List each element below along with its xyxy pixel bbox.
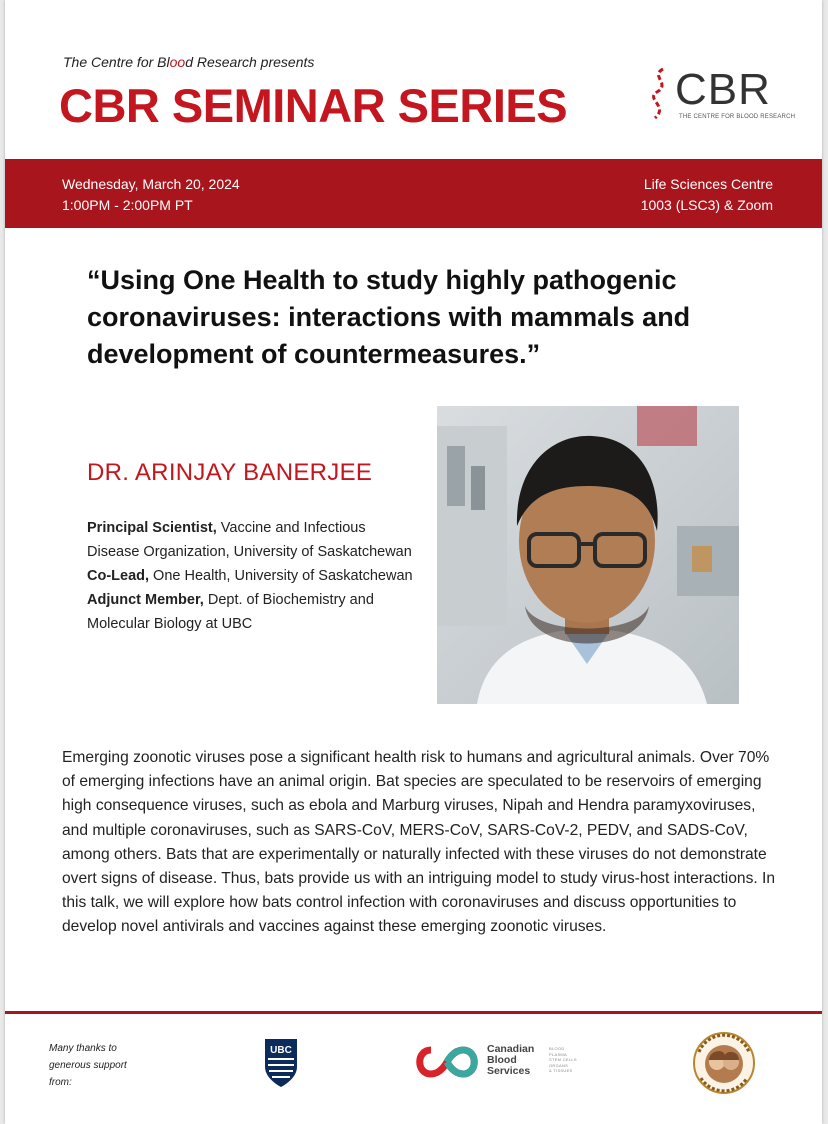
cbs-line-3: Services [487, 1065, 531, 1077]
ubc-logo [263, 1037, 299, 1089]
event-banner [5, 159, 822, 228]
cbs-product: & TISSUES [549, 1068, 573, 1073]
cbs-product: BLOOD [549, 1046, 565, 1051]
logo-wordmark: CBR [675, 65, 771, 114]
event-datetime [62, 174, 240, 216]
infinity-icon [411, 1042, 483, 1082]
speaker-photo [437, 406, 739, 704]
ubc-label: UBC [270, 1045, 292, 1056]
logo-subtitle: THE CENTRE FOR BLOOD RESEARCH [679, 114, 796, 120]
affiliation-item [87, 516, 417, 564]
talk-title: “Using One Health to study highly pathogenic coronaviruses: interactions with mammals and development of countermeasures.” [87, 265, 691, 369]
blood-ribbon-icon [645, 66, 675, 122]
presents-suffix: d Research presents [185, 54, 315, 70]
speaker-affiliations [87, 516, 417, 636]
cbs-product: ORGANS [549, 1062, 569, 1068]
venue-line-2: 1003 (LSC3) & Zoom [640, 197, 773, 213]
affiliation-detail: Dept. of Biochemistry and Molecular Biology at UBC [87, 592, 374, 632]
affiliation-role: Co-Lead, [87, 568, 150, 584]
cbs-product-list [549, 1046, 577, 1074]
event-venue [641, 174, 773, 216]
affiliation-item [87, 588, 417, 636]
affiliation-item [87, 564, 417, 588]
series-title: CBR SEMINAR SERIES [59, 79, 568, 132]
sponsor-thanks: Many thanks to generous support from: [49, 1043, 127, 1088]
affiliation-detail: Vaccine and Infectious Disease Organization, University of Saskatchewan [87, 520, 412, 560]
cbs-line-1: Canadian [487, 1043, 535, 1055]
poster-page [5, 0, 822, 1124]
naiman-vickars-endowment-logo [691, 1030, 757, 1096]
cbs-product: STEM CELLS [549, 1057, 577, 1062]
affiliation-detail: One Health, University of Saskatchewan [149, 568, 413, 584]
speaker-portrait-illustration [437, 406, 739, 704]
cbs-wordmark [487, 1044, 534, 1077]
venue-line-1: Life Sciences Centre [643, 176, 773, 192]
event-date: Wednesday, March 20, 2024 [62, 176, 240, 192]
footer-divider [5, 1011, 822, 1014]
cbs-product: PLASMA [549, 1051, 568, 1057]
presents-prefix: The Centre for Bl [63, 54, 170, 70]
endowment-seal-icon [691, 1030, 757, 1096]
ubc-crest-icon [263, 1037, 299, 1089]
cbs-line-2: Blood [487, 1054, 517, 1066]
affiliation-role: Adjunct Member, [87, 592, 204, 608]
affiliation-role: Principal Scientist, [87, 520, 217, 536]
cbr-logo [645, 66, 805, 124]
abstract-text: Emerging zoonotic viruses pose a significant health risk to humans and agricultural animals. Over 70% of emerging infections have an animal origin. Bat species are speculated to be reservoirs of emerging high consequence viruses, such as ebola and Marburg viruses, Nipah and Hendra paramyxoviruses, and multiple coronaviruses, such as SARS-CoV, MERS-CoV, SARS-CoV-2, PEDV, and SADS-CoV, among others. Bats that are experimentally or naturally infected with these viruses do not demonstrate overt signs of disease. Thus, bats provide us with an intriguing model to study virus-host interactions. In this talk, we will explore how bats control infection with coronaviruses and discuss opportunities to develop novel antivirals and vaccines against these emerging zoonotic viruses. [62, 749, 776, 936]
canadian-blood-services-logo [411, 1040, 591, 1086]
presents-highlight: oo [169, 54, 186, 70]
event-time: 1:00PM - 2:00PM PT [62, 197, 193, 213]
speaker-name: DR. ARINJAY BANERJEE [87, 459, 373, 486]
presents-line [63, 54, 314, 70]
